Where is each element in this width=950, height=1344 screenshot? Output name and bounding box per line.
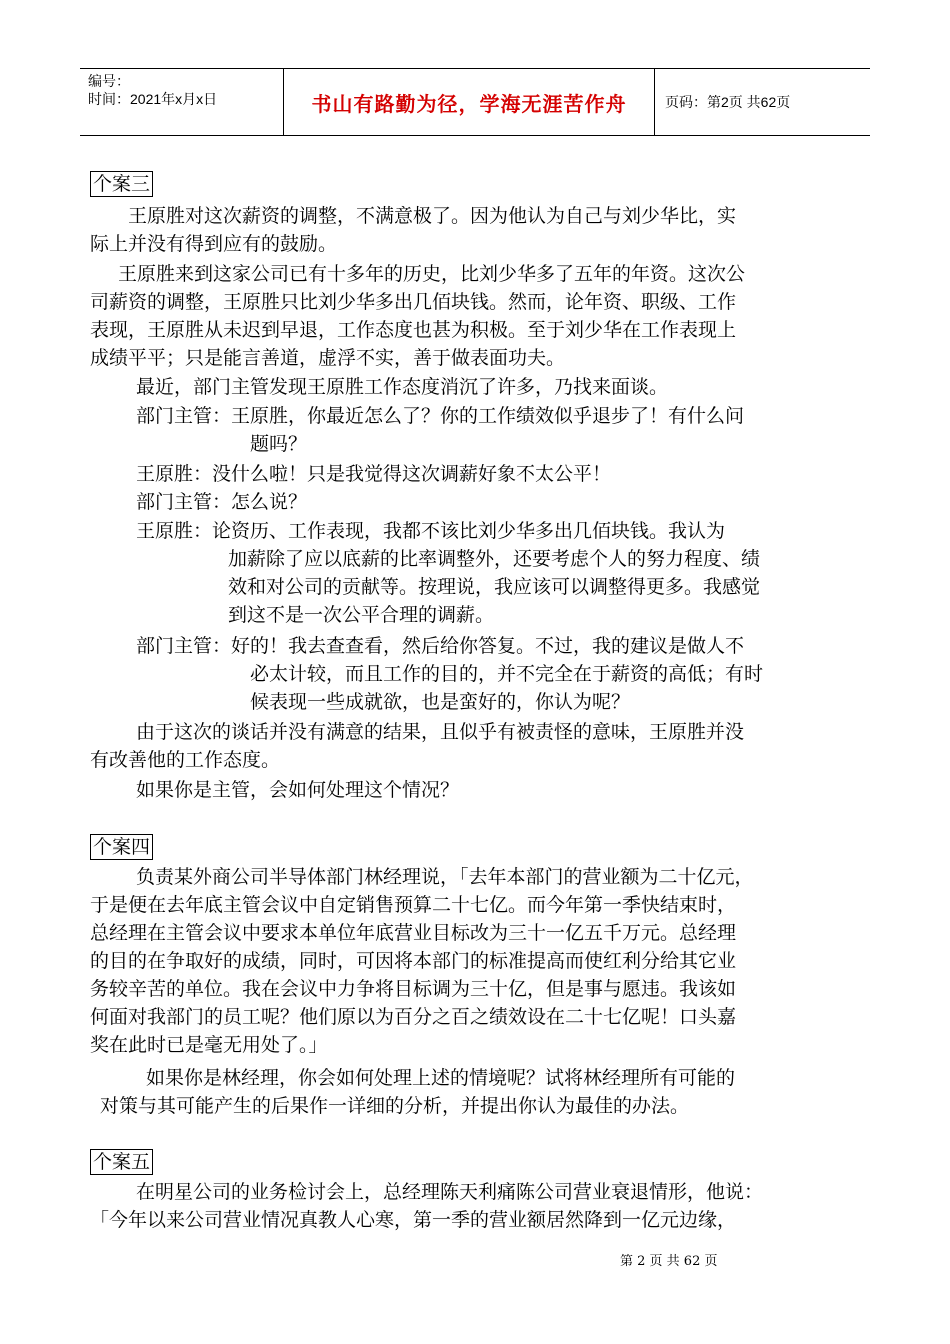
case3-line-5: 表现，王原胜从未迟到早退，工作态度也甚为积极。至于刘少华在工作表现上	[90, 319, 737, 341]
case3-line-18: 候表现一些成就欲，也是蛮好的，你认为呢？	[250, 691, 631, 713]
header-motto: 书山有路勤为径，学海无涯苦作舟	[311, 93, 627, 116]
case5-title-box: 个案五	[90, 1149, 153, 1175]
case3-line-15: 到这不是一次公平合理的调薪。	[228, 604, 495, 626]
case3-line-20: 有改善他的工作态度。	[90, 749, 281, 771]
case5-line-1: 在明星公司的业务检讨会上，总经理陈天利痛陈公司营业衰退情形，他说：	[136, 1181, 764, 1203]
case3-line-12: 王原胜：论资历、工作表现，我都不该比刘少华多出几佰块钱。我认为	[136, 520, 726, 542]
header-page-info: 页码：第2页 共62页	[665, 94, 791, 110]
case3-title	[90, 170, 153, 198]
document-date-label: 时间：2021年x月x日	[88, 91, 218, 107]
case3-line-2: 际上并没有得到应有的鼓励。	[90, 233, 338, 255]
document-number-label: 编号：	[88, 73, 130, 89]
case5-line-2: 「今年以来公司营业情况真教人心寒，第一季的营业额居然降到一亿元边缘，	[90, 1209, 737, 1231]
case3-line-11: 部门主管：怎么说？	[136, 491, 308, 513]
case3-line-13: 加薪除了应以底薪的比率调整外，还要考虑个人的努力程度、绩	[228, 548, 761, 570]
case4-line-4: 的目的在争取好的成绩，同时，可因将本部门的标准提高而使红利分给其它业	[90, 950, 737, 972]
case4-title-box: 个案四	[90, 834, 153, 860]
header-meta-cell	[80, 69, 284, 135]
case3-line-9: 题吗？	[250, 433, 308, 455]
case4-line-1: 负责某外商公司半导体部门林经理说，「去年本部门的营业额为二十亿元，	[136, 866, 754, 888]
case4-title	[90, 833, 153, 861]
case3-line-3: 王原胜来到这家公司已有十多年的历史，比刘少华多了五年的年资。这次公	[118, 263, 746, 285]
case4-line-5: 务较辛苦的单位。我在会议中力争将目标调为三十亿，但是事与愿违。我该如	[90, 978, 737, 1000]
case3-line-10: 王原胜：没什么啦！只是我觉得这次调薪好象不太公平！	[136, 463, 612, 485]
case3-line-8: 部门主管：王原胜，你最近怎么了？你的工作绩效似乎退步了！有什么问	[136, 405, 745, 427]
case3-line-19: 由于这次的谈话并没有满意的结果，且似乎有被责怪的意味，王原胜并没	[136, 721, 745, 743]
case4-line-2: 于是便在去年底主管会议中自定销售预算二十七亿。而今年第一季快结束时，	[90, 894, 737, 916]
case3-line-14: 效和对公司的贡献等。按理说，我应该可以调整得更多。我感觉	[228, 576, 761, 598]
case3-line-4: 司薪资的调整，王原胜只比刘少华多出几佰块钱。然而，论年资、职级、工作	[90, 291, 737, 313]
header-page-cell	[655, 69, 870, 135]
case3-line-6: 成绩平平；只是能言善道，虚浮不实，善于做表面功夫。	[90, 347, 566, 369]
case4-line-8: 如果你是林经理，你会如何处理上述的情境呢？试将林经理所有可能的	[146, 1067, 736, 1089]
case4-line-7: 奖在此时已是毫无用处了。」	[90, 1034, 328, 1056]
page-footer: 第 2 页 共 62 页	[620, 1254, 718, 1269]
page-header	[80, 68, 870, 136]
case3-line-1: 王原胜对这次薪资的调整，不满意极了。因为他认为自己与刘少华比，实	[128, 205, 737, 227]
case3-line-16: 部门主管：好的！我去查查看，然后给你答复。不过，我的建议是做人不	[136, 635, 745, 657]
case3-title-box: 个案三	[90, 171, 153, 197]
case4-line-6: 何面对我部门的员工呢？他们原以为百分之百之绩效设在二十七亿呢！口头嘉	[90, 1006, 737, 1028]
case4-line-3: 总经理在主管会议中要求本单位年底营业目标改为三十一亿五千万元。总经理	[90, 922, 737, 944]
case3-line-17: 必太计较，而且工作的目的，并不完全在于薪资的高低；有时	[250, 663, 764, 685]
case3-line-21: 如果你是主管，会如何处理这个情况？	[136, 779, 460, 801]
case3-line-7: 最近，部门主管发现王原胜工作态度消沉了许多，乃找来面谈。	[136, 376, 669, 398]
case4-line-9: 对策与其可能产生的后果作一详细的分析，并提出你认为最佳的办法。	[100, 1095, 690, 1117]
case5-title	[90, 1148, 153, 1176]
header-motto-cell	[284, 69, 655, 135]
